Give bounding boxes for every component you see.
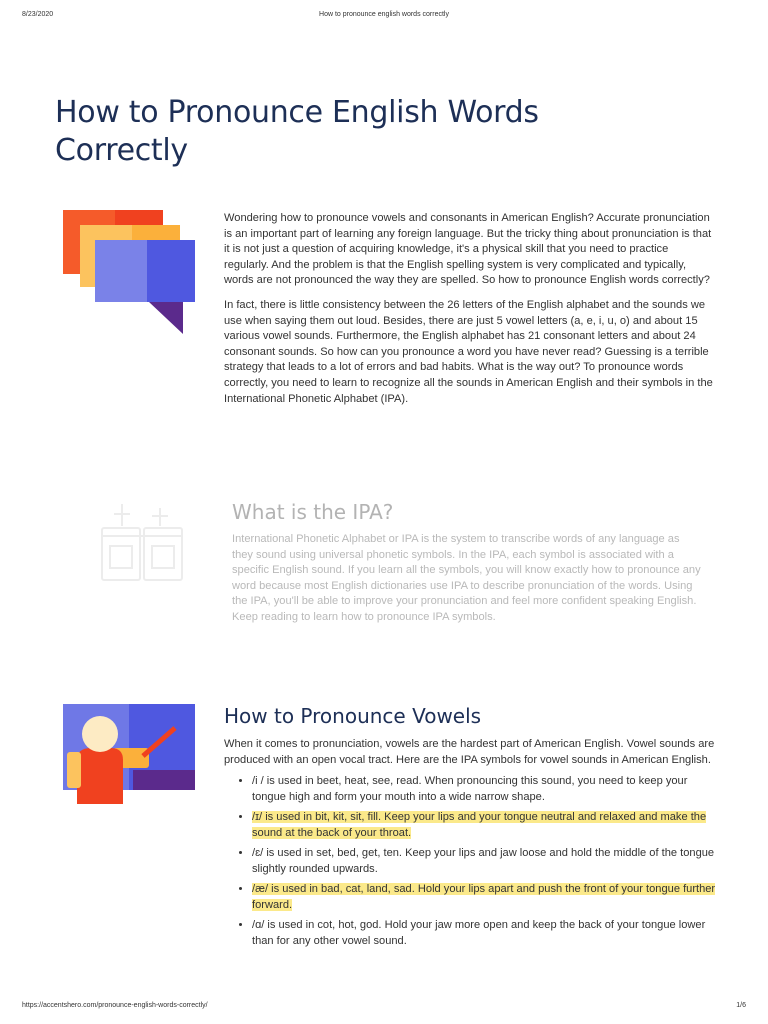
intro-section	[224, 211, 716, 416]
ipa-keyboard-illustration	[100, 500, 186, 584]
vowel-list-item: • /ɑ/ is used in cot, hot, god. Hold your jaw more open and keep the back of your tongue lower than for any other vowel sound.	[252, 917, 716, 949]
vowel-list-item-highlighted: • /ɪ/ is used in bit, kit, sit, fill. Keep your lips and your tongue neutral and relaxed and make the sound at the back of your throat.	[252, 809, 716, 841]
vowels-paragraph: When it comes to pronunciation, vowels are the hardest part of American English. Vowel sounds are produced with an open vocal tract. Here are the IPA symbols for vowel sounds in American English.	[224, 738, 715, 766]
vowels-heading: How to Pronounce Vowels	[224, 704, 482, 728]
intro-paragraph: In fact, there is little consistency between the 26 letters of the English alphabet and the sounds we use when saying them out loud. Besides, there are just 5 vowel letters (a, e, i, u, o) and about 15 various vowel sounds. Furthermore, the English alphabet has 21 consonant letters and about 24 consonant sounds. So how can you pronounce a word you have never read? Guessing is a terrible strategy that leads to a lot of errors and bad habits. What is the way out? To pronounce words correctly, you need to learn to recognize all the sounds in American English and their symbols in the International Phonetic Alphabet (IPA).	[224, 298, 713, 405]
print-date: 8/23/2020	[22, 11, 54, 18]
teacher-board-illustration	[63, 704, 197, 806]
speech-bubbles-illustration	[63, 210, 198, 336]
ipa-paragraph: International Phonetic Alphabet or IPA is the system to transcribe words of any language as they sound using universal phonetic symbols. In the IPA, each symbol is associated with a specific English sound. If you learn all the symbols, you will know exactly how to pronounce any word because most English dictionaries use IPA to describe pronunciation of the words. Using the IPA, you'll be able to improve your pronunciation and feel more confident speaking English. Keep reading to learn how to pronounce IPA symbols.	[232, 533, 701, 623]
print-url: https://accentshero.com/pronounce-english-words-correctly/	[22, 1002, 208, 1009]
vowel-list	[224, 773, 716, 949]
vowels-section	[224, 704, 716, 953]
page-title: How to Pronounce English Words Correctly	[55, 95, 539, 168]
vowel-list-item: • /ɛ/ is used in set, bed, get, ten. Keep your lips and jaw loose and hold the middle of the tongue slightly rounded upwards.	[252, 845, 716, 877]
vowel-list-item: • /i / is used in beet, heat, see, read. When pronouncing this sound, you need to keep your tongue high and form your mouth into a wide narrow shape.	[252, 773, 716, 805]
ipa-section	[232, 500, 702, 635]
intro-paragraph: Wondering how to pronounce vowels and consonants in American English? Accurate pronunciation is an important part of learning any foreign language. But the tricky thing about pronunciation is that it is not just a question of acquiring knowledge, it's a physical skill that you need to practice regularly. And the problem is that the English spelling system is very complicated and typically, words are not pronounced the way they are spelled. So how to pronounce English words correctly?	[224, 212, 712, 287]
ipa-heading: What is the IPA?	[232, 500, 394, 524]
print-page-number: 1/6	[736, 1002, 746, 1009]
vowel-list-item-highlighted: • /æ/ is used in bad, cat, land, sad. Hold your lips apart and push the front of your tongue further forward.	[252, 881, 716, 913]
print-title: How to pronounce english words correctly	[319, 11, 449, 18]
